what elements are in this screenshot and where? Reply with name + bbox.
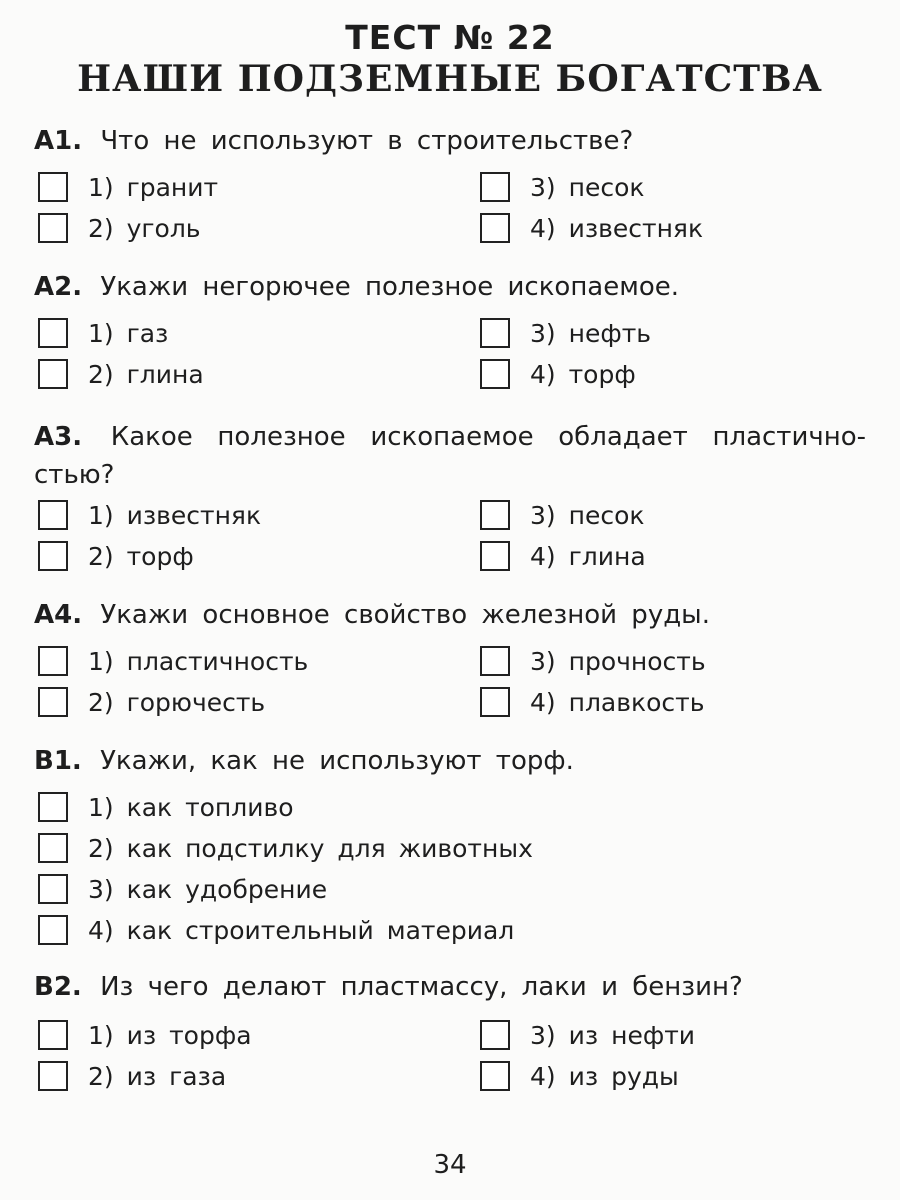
option-a2-4[interactable] — [480, 357, 636, 391]
option-label: 2) из газа — [88, 1061, 227, 1091]
option-label: 1) газ — [88, 318, 169, 348]
option-label: 1) как топливо — [88, 792, 294, 822]
question-b2 — [34, 968, 743, 1006]
question-number: B1. — [34, 746, 82, 776]
option-a3-1[interactable] — [38, 498, 261, 532]
option-label: 1) известняк — [88, 500, 262, 530]
checkbox[interactable] — [38, 833, 68, 863]
page-number: 34 — [433, 1150, 467, 1180]
checkbox[interactable] — [38, 915, 68, 945]
question-a4 — [34, 596, 710, 634]
option-a2-3[interactable] — [480, 316, 651, 350]
option-a4-4[interactable] — [480, 685, 704, 719]
checkbox[interactable] — [38, 1020, 68, 1050]
option-b1-3[interactable] — [38, 872, 327, 906]
option-label: 1) пластичность — [88, 646, 309, 676]
checkbox[interactable] — [38, 359, 68, 389]
checkbox[interactable] — [480, 541, 510, 571]
option-b1-2[interactable] — [38, 831, 533, 865]
option-label: 2) как подстилку для животных — [88, 833, 533, 863]
option-label: 2) глина — [88, 359, 204, 389]
option-label: 3) нефть — [530, 318, 652, 348]
question-number: A4. — [34, 600, 83, 630]
option-label: 2) торф — [88, 541, 194, 571]
question-a2 — [34, 268, 679, 306]
test-topic: НАШИ ПОДЗЕМНЫЕ БОГАТСТВА — [77, 58, 823, 100]
question-b1 — [34, 742, 574, 780]
option-label: 4) глина — [530, 541, 646, 571]
option-a1-4[interactable] — [480, 211, 703, 245]
option-label: 3) песок — [530, 500, 645, 530]
test-number: ТЕСТ № 22 — [345, 18, 555, 57]
checkbox[interactable] — [38, 172, 68, 202]
checkbox[interactable] — [38, 1061, 68, 1091]
question-text: Из чего делают пластмассу, лаки и бензин? — [100, 972, 743, 1002]
option-a1-3[interactable] — [480, 170, 644, 204]
option-b1-4[interactable] — [38, 913, 514, 947]
option-label: 1) гранит — [88, 172, 219, 202]
option-label: 3) песок — [530, 172, 645, 202]
checkbox[interactable] — [38, 687, 68, 717]
option-b2-2[interactable] — [38, 1059, 226, 1093]
checkbox[interactable] — [480, 646, 510, 676]
option-b1-1[interactable] — [38, 790, 294, 824]
question-a1 — [34, 122, 633, 160]
option-a3-3[interactable] — [480, 498, 644, 532]
checkbox[interactable] — [38, 500, 68, 530]
option-label: 1) из торфа — [88, 1020, 252, 1050]
option-a4-3[interactable] — [480, 644, 706, 678]
option-label: 3) из нефти — [530, 1020, 696, 1050]
checkbox[interactable] — [38, 646, 68, 676]
checkbox[interactable] — [38, 792, 68, 822]
option-a2-2[interactable] — [38, 357, 204, 391]
option-a3-4[interactable] — [480, 539, 646, 573]
option-label: 2) уголь — [88, 213, 201, 243]
option-label: 3) как удобрение — [88, 874, 328, 904]
option-b2-3[interactable] — [480, 1018, 695, 1052]
question-number: A1. — [34, 126, 83, 156]
checkbox[interactable] — [38, 874, 68, 904]
checkbox[interactable] — [480, 1020, 510, 1050]
checkbox[interactable] — [480, 359, 510, 389]
option-a4-1[interactable] — [38, 644, 308, 678]
option-label: 3) прочность — [530, 646, 706, 676]
checkbox[interactable] — [480, 500, 510, 530]
checkbox[interactable] — [480, 687, 510, 717]
option-a1-1[interactable] — [38, 170, 218, 204]
question-a3 — [34, 418, 866, 494]
option-label: 4) плавкость — [530, 687, 705, 717]
option-a2-1[interactable] — [38, 316, 168, 350]
option-a1-2[interactable] — [38, 211, 201, 245]
question-number: A2. — [34, 272, 83, 302]
question-text: Укажи негорючее полезное ископаемое. — [100, 272, 680, 302]
question-text: Укажи основное свойство железной руды. — [100, 600, 710, 630]
question-number: A3. — [34, 422, 83, 452]
question-number: B2. — [34, 972, 82, 1002]
option-a3-2[interactable] — [38, 539, 194, 573]
question-text: Какое полезное ископаемое обладает пластично-стью? — [34, 422, 867, 490]
checkbox[interactable] — [480, 172, 510, 202]
checkbox[interactable] — [38, 318, 68, 348]
option-label: 4) как строительный материал — [88, 915, 515, 945]
checkbox[interactable] — [480, 1061, 510, 1091]
option-label: 4) из руды — [530, 1061, 679, 1091]
checkbox[interactable] — [480, 318, 510, 348]
question-text: Что не используют в строительстве? — [100, 126, 634, 156]
checkbox[interactable] — [38, 541, 68, 571]
checkbox[interactable] — [480, 213, 510, 243]
option-b2-4[interactable] — [480, 1059, 679, 1093]
option-label: 4) известняк — [530, 213, 704, 243]
question-text: Укажи, как не используют торф. — [100, 746, 574, 776]
option-label: 4) торф — [530, 359, 636, 389]
option-label: 2) горючесть — [88, 687, 266, 717]
option-a4-2[interactable] — [38, 685, 265, 719]
checkbox[interactable] — [38, 213, 68, 243]
option-b2-1[interactable] — [38, 1018, 252, 1052]
